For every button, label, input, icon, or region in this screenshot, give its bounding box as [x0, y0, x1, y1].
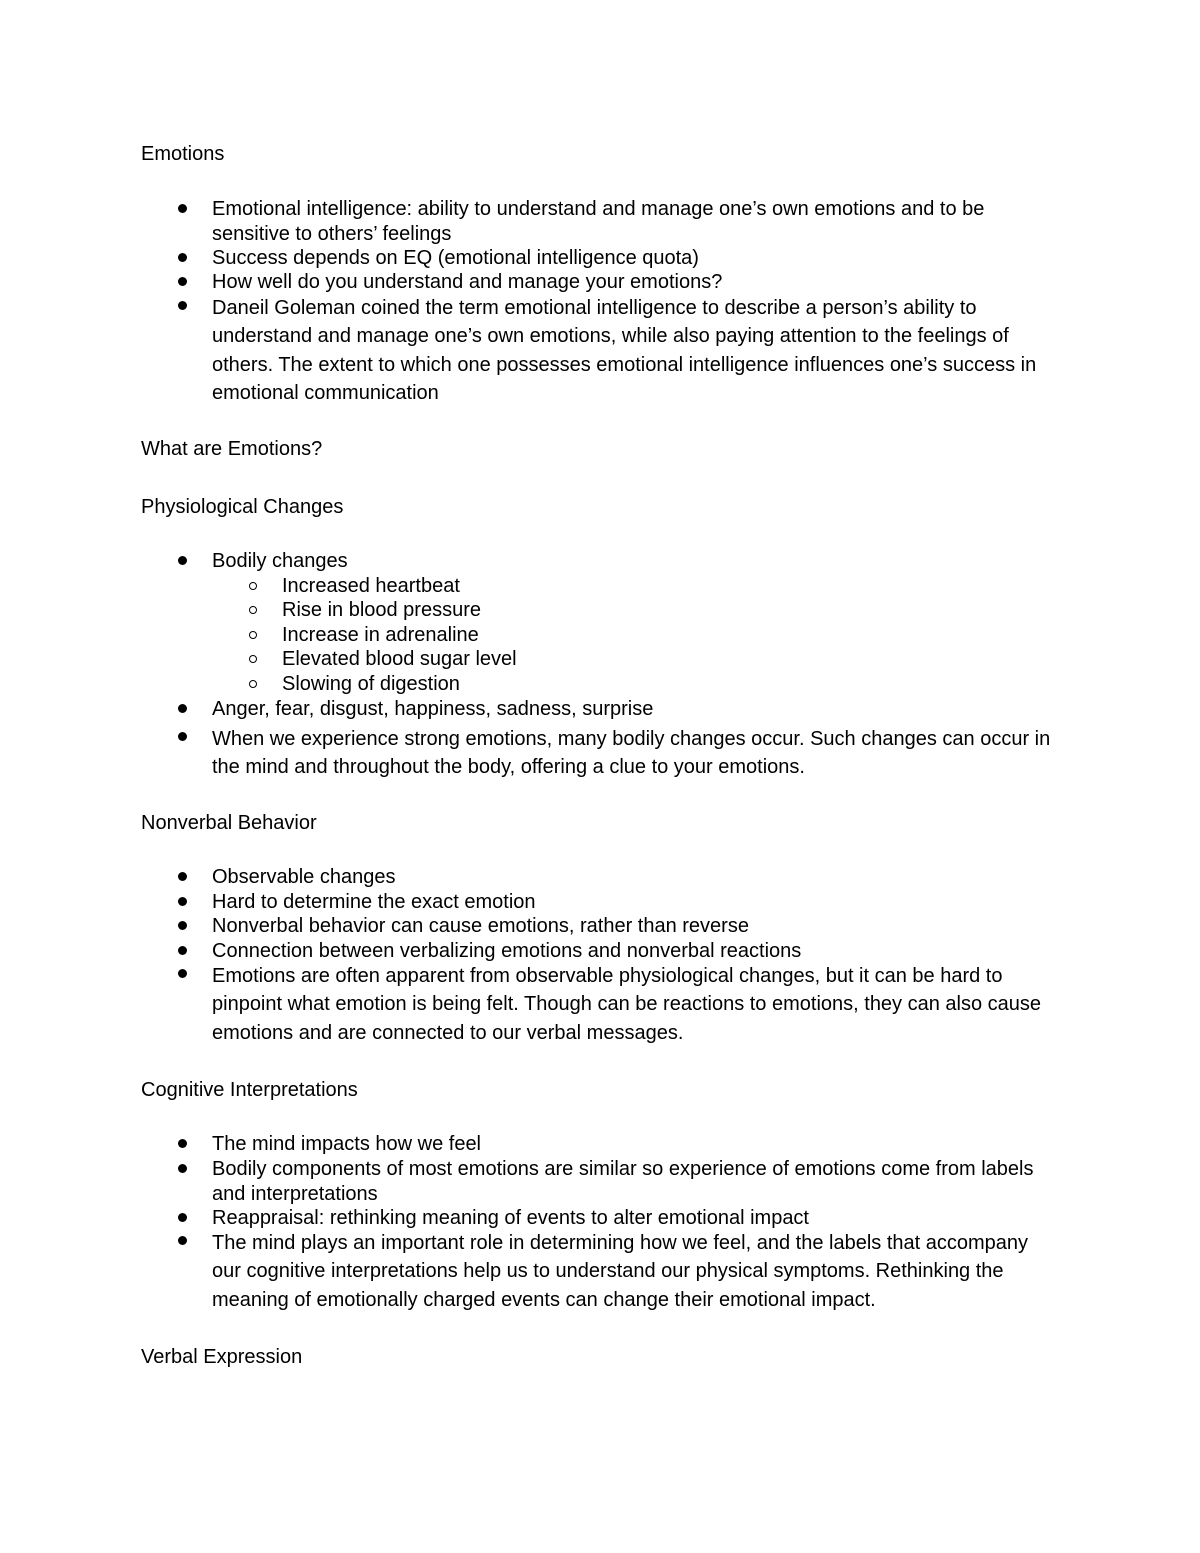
heading-physiological-changes: Physiological Changes — [141, 496, 344, 518]
list-item: Daneil Goleman coined the term emotional intelligence to describe a person’s ability to understand and manage one’s own emotions, while also paying attention to the feelings of others. The extent to which one possesses emotional intelligence influences one’s success in emotional communication — [212, 294, 1060, 407]
heading-verbal-expression: Verbal Expression — [141, 1346, 303, 1368]
list-item: Hard to determine the exact emotion — [212, 890, 1060, 915]
list-item: When we experience strong emotions, many bodily changes occur. Such changes can occur in the mind and throughout the body, offering a clue to your emotions. — [212, 725, 1060, 782]
list-item: The mind impacts how we feel — [212, 1132, 1060, 1157]
list-item: Emotions are often apparent from observable physiological changes, but it can be hard to pinpoint what emotion is being felt. Though can be reactions to emotions, they can also cause emotions and are connected to our verbal messages. — [212, 962, 1060, 1047]
heading-emotions: Emotions — [141, 143, 225, 165]
list-item: Bodily components of most emotions are similar so experience of emotions come from labels and interpretations — [212, 1157, 1060, 1206]
sub-list-item: Elevated blood sugar level — [282, 647, 1060, 672]
heading-what-are-emotions: What are Emotions? — [141, 438, 323, 460]
heading-cognitive-interpretations: Cognitive Interpretations — [141, 1079, 358, 1101]
list-item: Nonverbal behavior can cause emotions, rather than reverse — [212, 914, 1060, 939]
list-item: Emotional intelligence: ability to understand and manage one’s own emotions and to be sensitive to others’ feelings — [212, 197, 1060, 246]
list-item: Bodily changes — [212, 549, 1060, 574]
sub-list-item: Increase in adrenaline — [282, 623, 1060, 648]
list-item: Success depends on EQ (emotional intelligence quota) — [212, 246, 1060, 271]
list-item: Reappraisal: rethinking meaning of events to alter emotional impact — [212, 1206, 1060, 1231]
list-item: Anger, fear, disgust, happiness, sadness, surprise — [212, 697, 1060, 722]
sub-list-item: Increased heartbeat — [282, 574, 1060, 599]
heading-nonverbal-behavior: Nonverbal Behavior — [141, 812, 317, 834]
list-item: How well do you understand and manage your emotions? — [212, 270, 1060, 295]
sub-list-item: Slowing of digestion — [282, 672, 1060, 697]
list-item: Connection between verbalizing emotions and nonverbal reactions — [212, 939, 1060, 964]
list-item: The mind plays an important role in determining how we feel, and the labels that accompany our cognitive interpretations help us to understand our physical symptoms. Rethinking the meaning of emotionally charged events can change their emotional impact. — [212, 1229, 1060, 1314]
sub-list-item: Rise in blood pressure — [282, 598, 1060, 623]
list-item: Observable changes — [212, 865, 1060, 890]
